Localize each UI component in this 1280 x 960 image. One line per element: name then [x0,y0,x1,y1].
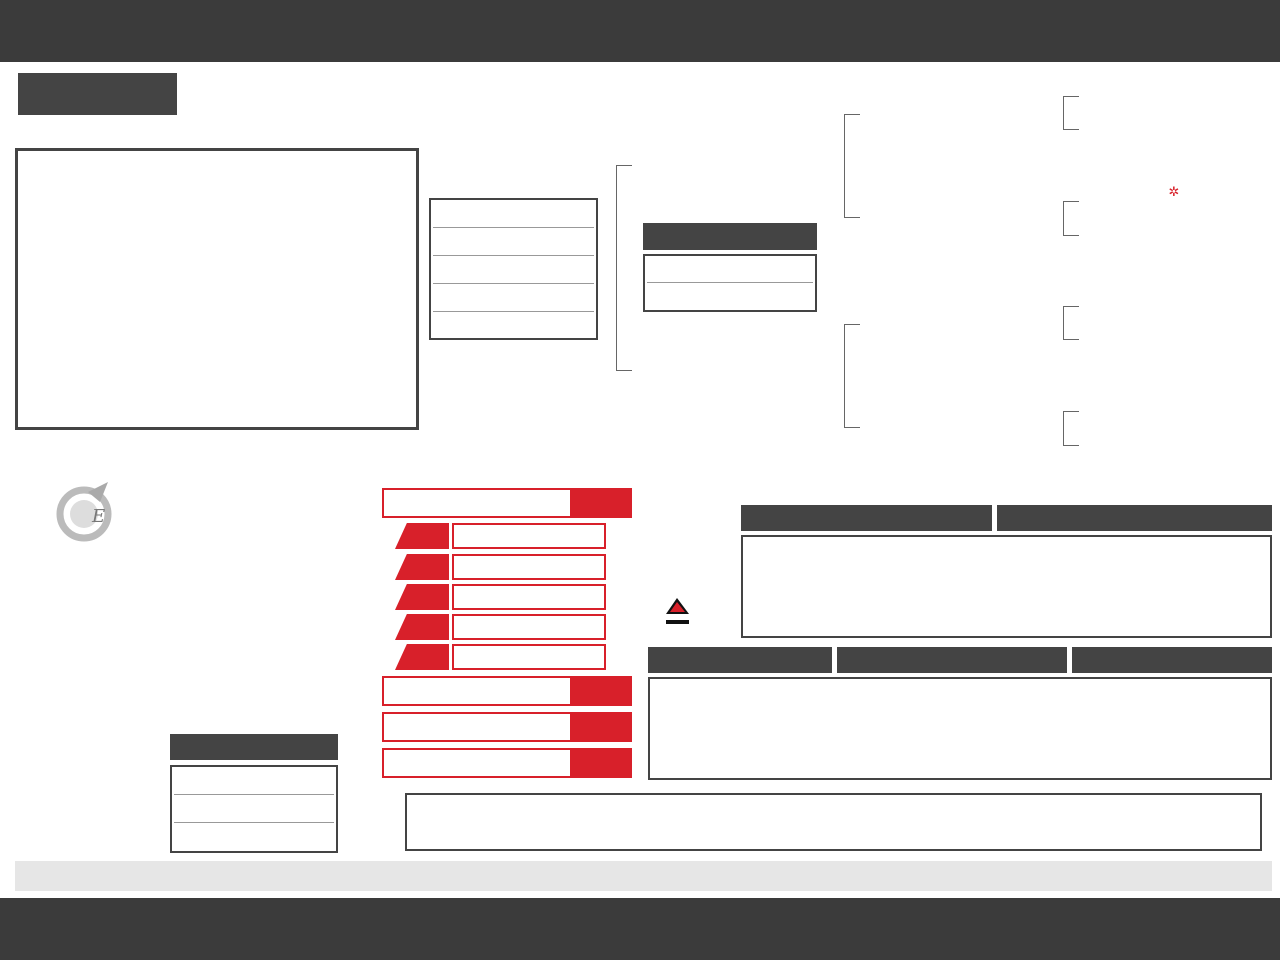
qr-code-icon[interactable] [15,734,135,854]
pedigree-line [1063,129,1079,130]
sub-value-label [452,554,606,580]
pedigree-line [844,114,860,115]
pedigree-sire[interactable] [616,133,836,141]
pedigree-line [1063,339,1079,340]
pedigree-dam[interactable] [605,337,849,343]
pedigree-line [844,324,860,325]
value-number [570,750,630,776]
pedigree-line [1063,306,1079,307]
ebv-top-table [741,535,1272,638]
lot-badge [18,73,177,115]
sub-value [395,584,606,610]
section-frame [837,647,1067,673]
section-carcass [1072,647,1272,673]
sub-value [395,554,606,580]
sub-value [395,614,606,640]
myostatin-row [174,823,334,851]
section-calf-mother [741,505,992,531]
sub-value-number [395,584,449,610]
pedigree-sds[interactable] [1088,183,1260,201]
seller-remarks [15,861,1272,891]
animal-info-table [429,198,598,340]
cow-value [382,488,632,518]
parentage-row [647,283,813,310]
info-row [433,228,594,256]
sub-value-label [452,523,606,549]
weights-table [405,793,1262,851]
parentage-row [647,256,813,283]
pedigree-line [1063,201,1079,202]
pedigree-line [1063,96,1079,97]
growth-value [382,676,632,706]
svg-text:E: E [92,506,106,527]
sub-value-label [452,614,606,640]
value-number [570,714,630,740]
pedigree-line [1063,96,1064,129]
trax-logo [660,502,730,642]
section-post-wean [648,647,832,673]
value-number [570,678,630,704]
sub-value-label [452,644,606,670]
pedigree-line [1063,306,1064,339]
pedigree-line [844,217,860,218]
myostatin-title [170,734,338,760]
pedigree-line [1063,235,1079,236]
production-value [382,748,632,778]
sub-value [395,644,606,670]
myostatin-row [174,795,334,823]
pedigree-line [616,165,632,166]
sub-value-number [395,614,449,640]
sub-value [395,523,606,549]
myostatin-row [174,767,334,795]
sub-value-number [395,554,449,580]
pedigree-ds[interactable] [850,291,1056,297]
pedigree-line [1063,445,1079,446]
elite-mark-icon: ✲ [1168,185,1180,200]
myostatin-table [170,765,338,853]
parentage-header [643,223,817,250]
ebv-bottom-table [648,677,1272,780]
info-row [433,256,594,284]
info-row [433,284,594,312]
section-fertility [997,505,1272,531]
sub-value-number [395,523,449,549]
pedigree-line [844,427,860,428]
pedigree-line [844,114,845,217]
pedigree-ss[interactable] [850,80,1056,86]
info-row [433,312,594,340]
info-row [433,200,594,228]
pedigree-line [1063,201,1064,235]
pedigree-line [1063,411,1064,445]
animal-photo[interactable] [15,148,419,430]
sub-value-label [452,584,606,610]
parentage-table [643,254,817,312]
elite-logo-icon [48,478,128,548]
pedigree-line [1063,411,1079,412]
sub-value-number [395,644,449,670]
pedigree-line [616,370,632,371]
trax-mark-icon [666,598,689,624]
value-number [570,490,630,516]
carcass-value [382,712,632,742]
